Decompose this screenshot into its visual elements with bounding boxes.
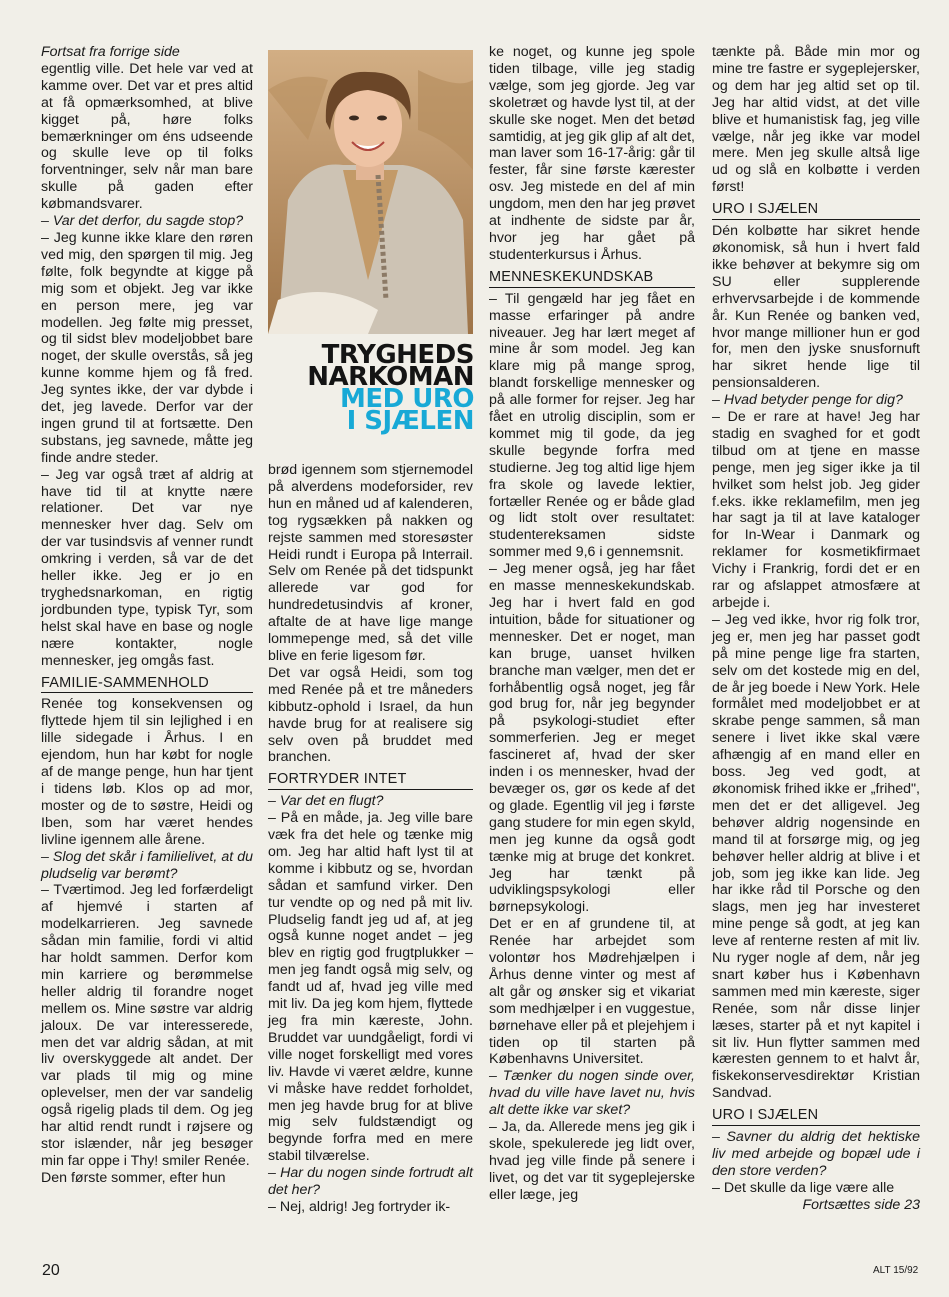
subheading-penge: URO I SJÆLEN [712,201,920,220]
paragraph: – Jeg mener også, jeg har fået en masse menneskekundskab. Jeg har i hvert fald en god intuition, både for situationer og mennesker. Det er noget, man kan bruge, uanset hvilken branche man vælger, men det er forhåbentlig også noget, jeg får god brug for, når jeg begynder på psykologi-studiet efter sommerferien. Jeg er meget fascineret af, hvad der sker inden i os mennesker, hvad der bevæger os, gør os kede af det og glade. Egentlig vil jeg i første gang studere for min egen skyld, men jeg kunne da også godt tænke mig at bruge det konkret. Jeg har tænkt på udviklingspsykologi eller børnepsykologi. [489,561,695,916]
question: – Savner du aldrig det hektiske liv med arbejde og bopæl ude i den store verden? [712,1129,920,1179]
magazine-issue: ALT 15/92 [873,1265,919,1276]
paragraph: – Jeg ved ikke, hvor rig folk tror, jeg er, men jeg har passet godt på mine penge lige fra starten, selv om det kostede mig en del, de år jeg boede i New York. Hele formålet med modeljobbet er at skrabe penge sammen, så man senere i livet ikke skal være afhængig af en mand eller en boss. Jeg ved godt, at økonomisk frihed ikke er „frihed", men det er det alligevel. Jeg behøver aldrig nogensinde en mand til at forsørge mig, og jeg behøver heller aldrig at blive i et job, som jeg ikke kan lide. Jeg har ikke råd til Porsche og den slags, men jeg har investeret mine penge så godt, at jeg kan leve af renterne resten af mit liv. Nu ryger nogle af dem, når jeg snart køber hus i København sammen med min kæreste, siger Renée, som når disse linjer læses, starter på et nyt kapitel i sit liv. Hun flytter sammen med kæresten gennem to et halvt år, fiskekonservesdirektør Kristian Sandvad. [712,611,920,1102]
paragraph: Dén kolbøtte har sikret hende økonomisk, så hun i hvert fald ikke behøver at bekymre sig om SU eller supplerende erhvervsarbejde i de kommende år. Kun Renée og banken ved, hvor mange millioner hun er god for, men den jyske snusfornuft har sikret hende lige til pensionsalderen. [712,223,920,392]
question: – Var det derfor, du sagde stop? [41,213,244,230]
paragraph: – Tværtimod. Jeg led forfærdeligt af hjemvé i starten af modelkarrieren. Jeg savnede sådan min familie, fordi vi altid har holdt sammen. Derfor kom min karriere og berømmelse heller aldrig til forandre noget mellem os. Mine søstre var aldrig jaloux. De var interesserede, men det var aldrig sådan, at mit liv overskyggede alt andet. Der var plads til mig og mine oplevelser, men der var sandelig også rigelig plads til dem. Og jeg har altid rendt rundt i røjsere og stor islænder, når jeg besøger min far oppe i Thy! smiler Renée. [41,882,253,1169]
paragraph: Den første sommer, efter hun [41,1169,226,1186]
subheading-menneskekundskab: MENNESKEKUNDSKAB [489,269,695,288]
headline-line-1: TRYGHEDS [321,340,474,370]
subheading-uro: URO I SJÆLEN [712,1107,920,1126]
paragraph: Det er en af grundene til, at Renée har arbejdet som volontør hos Mødrehjælpen i Århus denne vinter og mest af alt går og ønsker sig et vikariat som medhjælper i en vuggestue, børnehave eller på et plejehjem i tiden op til starten på Københavns Universitet. [489,916,695,1068]
question: – Har du nogen sinde fortrudt alt det her? [268,1165,473,1199]
paragraph: Renée tog konsekvensen og flyttede hjem til sin lejlighed i en lille sidegade i Århus. I en ejendom, hun har købt for nogle af de mange penge, hun har tjent i tidens løb. Klos op ad mor, moster og de to søstre, Heidi og Iben, som har været hendes livline igennem alle årene. [41,696,253,848]
headline-line-2: NARKOMAN [307,362,474,392]
subheading-familie: FAMILIE-SAMMENHOLD [41,675,253,694]
question: – Tænker du nogen sinde over, hvad du ville have lavet nu, hvis alt dette ikke var sket? [489,1068,695,1119]
paragraph: – På en måde, ja. Jeg ville bare væk fra det hele og tænke mig om. Jeg har altid haft lyst til at komme i kibbutz og se, hvordan sådan et samfund virker. Den tur vendte op og ned på mit liv. Pludselig fandt jeg ud af, at jeg også kunne noget andet – jeg blev en rigtig god frugtplukker – men jeg fandt også mig selv, og fandt ud af, hvad jeg ville med mit liv. Da jeg kom hjem, flyttede jeg fra min kæreste, John. Bruddet var uundgåeligt, fordi vi ville noget forskelligt med vores liv. Havde vi været ældre, kunne vi måske have reddet forholdet, men jeg havde brug for at blive mig selv fuldstændigt og begynde forfra med en mere stabil tilværelse. [268,810,473,1165]
paragraph: tænkte på. Både min mor og mine tre fastre er sygeplejersker, og dem har jeg altid set op til. Jeg har altid vidst, at det ville blive et humanistisk fag, jeg ville vælge, når jeg ikke var model mere. Men jeg skulle altså lige ud og slå en kolbøtte i verden først! [712,44,920,196]
column-3 [489,44,695,1204]
question: – Hvad betyder penge for dig? [712,392,903,409]
continued-on-note: Fortsættes side 23 [802,1196,920,1213]
column-4 [712,44,920,1214]
model-photo-illustration [268,50,473,334]
paragraph: egentlig ville. Det hele var ved at kamme over. Det var et pres altid at få opmærksomhed, at blive kigget på, høre folks bemærkninger om éns udseende og skulle leve op til folks forventninger, selv når man bare skulle på gaden efter købmandsvarer. [41,60,253,213]
headline [262,340,474,436]
paragraph: – Til gengæld har jeg fået en masse erfaringer på andre niveauer. Jeg har lært meget af mine år som model. Jeg kan klare mig på mange sprog, blandt forskellige mennesker og på alle former for rejser. Jeg har fået en utrolig disciplin, som er kommet mig til gode, da jeg skulle begynde forfra med studierne. Jeg tog altid lige hjem fra skole og lavede lektier, fortæller Renée og er både glad og lidt stolt over resultatet: studentereksamen sidste sommer med 9,6 i gennemsnit. [489,290,695,561]
column-1 [41,44,253,1187]
paragraph: ke noget, og kunne jeg spole tiden tilbage, ville jeg stadig vælge, som jeg gjorde. Jeg var skoletræt og havde lyst til, at der skulle ske noget. Men det betød samtidig, at jeg gik glip af alt det, man laver som 16-17-årig: går til fester, får sine første kærester osv. Jeg mistede en del af min ungdom, men den har jeg prøvet at indhente de sidste par år, hvor jeg har gået på studenterkursus i Århus. [489,44,695,263]
headline-line-4: I SJÆLEN [346,406,474,436]
paragraph: – Ja, da. Allerede mens jeg gik i skole, spekulerede jeg lidt over, hvad jeg ville finde på senere i livet, og det var tit sygeplejerske eller læge, jeg [489,1119,695,1203]
model-photo [268,50,473,334]
question: – Var det en flugt? [268,793,384,810]
paragraph: – Nej, aldrig! Jeg fortryder ik- [268,1198,451,1215]
column-2 [268,462,473,1216]
paragraph: – Jeg var også træt af aldrig at have tid til at knytte nære relationer. Det var nye mennesker hver dag. Selv om der var tusindsvis af venner rundt omkring i verden, så var de det heller ikke. Jeg er jo en tryghedsnarkoman, en rigtig jordbunden type, typisk Tyr, som helst skal have en base og nogle nære kontakter, nogle mennesker, jeg omgås fast. [41,466,253,669]
paragraph: Det var også Heidi, som tog med Renée på et tre måneders kibbutz-ophold i Israel, da hun havde brug for at realisere sig selv oven på bruddet med branchen. [268,664,473,766]
subheading-fortryder: FORTRYDER INTET [268,771,473,790]
question: – Slog det skår i familielivet, at du pludselig var berømt? [41,848,253,882]
paragraph: brød igennem som stjernemodel på alverdens modeforsider, rev hun en måned ud af kalenderen, tog rygsækken på nakken og rejste sammen med storesøster Heidi rundt i Europa på Interrail. Selv om Renée på det tidspunkt allerede var god for hundredetusindvis af kroner, aftalte de at have lige mange lommepenge med, så det ville blive en ferie ligesom før. [268,462,473,664]
paragraph: – De er rare at have! Jeg har stadig en svaghed for et godt tilbud om at tjene en masse penge, men jeg siger ikke ja til hvilket som helst job. Jeg gider f.eks. ikke reklamefilm, men jeg har sagt ja til at lave kataloger for In-Wear i Danmark og reklamer for kosmetikfirmaet Vichy i Frankrig, fordi det er en rar og afslappet atmosfære at arbejde i. [712,409,920,611]
continued-note: Fortsat fra forrige side [41,44,180,60]
headline-line-3: MED URO [339,384,474,414]
page-number: 20 [42,1262,60,1279]
paragraph: – Jeg kunne ikke klare den røren ved mig, den spørgen til mig. Jeg følte, folk begyndte at kigge på mig som et objekt. Jeg var ikke en person mere, jeg var modellen. Jeg følte mig presset, og til sidst blev modeljobbet bare noget, der skulle overstås, så jeg kunne komme hjem og få fred. Jeg syntes ikke, der var dybde i det, jeg lavede. Derfor var der ingen grund til at fortsætte. Den substans, jeg savnede, måtte jeg finde andre steder. [41,229,253,466]
paragraph: – Det skulle da lige være alle [712,1179,895,1196]
